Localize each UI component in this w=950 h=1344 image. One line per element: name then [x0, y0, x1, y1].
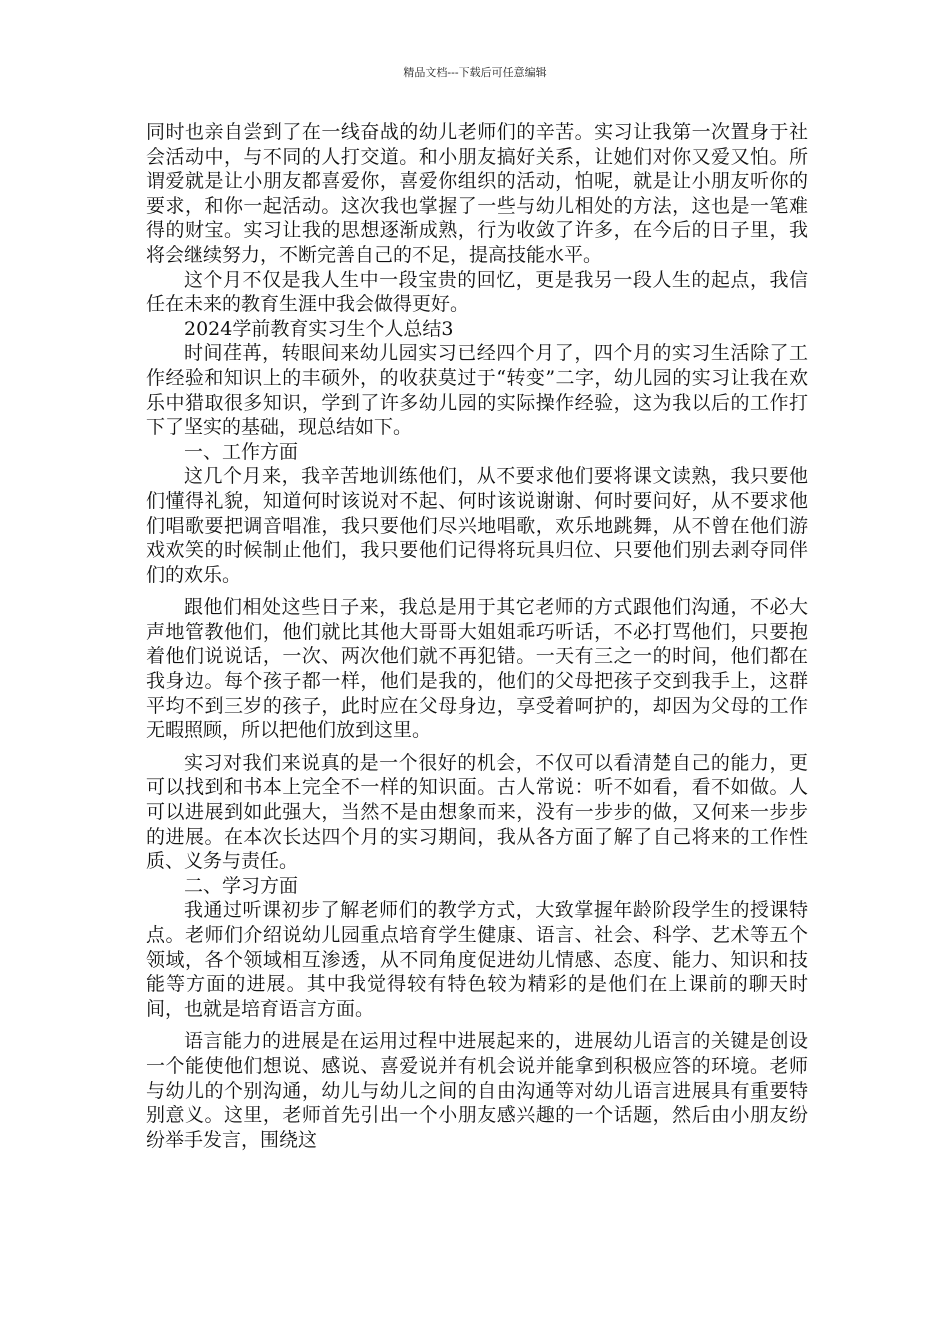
paragraph: 同时也亲自尝到了在一线奋战的幼儿老师们的辛苦。实习让我第一次置身于社会活动中，与不同的人打交道。和小朋友搞好关系，让她们对你又爱又怕。所谓爱就是让小朋友都喜爱你，喜爱你组织的活动，怕呢，就是让小朋友听你的要求，和你一起活动。这次我也掌握了一些与幼儿相处的方法，这也是一笔难得的财宝。实习让我的思想逐渐成熟，行为收敛了许多，在今后的日子里，我将会继续努力，不断完善自己的不足，提高技能水平。: [146, 121, 808, 266]
paragraph: 我通过听课初步了解老师们的教学方式，大致掌握年龄阶段学生的授课特点。老师们介绍说幼儿园重点培育学生健康、语言、社会、科学、艺术等五个领域，各个领域相互渗透，从不同角度促进幼儿情感、态度、能力、知识和技能等方面的进展。其中我觉得较有特色较为精彩的是他们在上课前的聊天时间，也就是培育语言方面。: [146, 899, 808, 1020]
section-title: 2024学前教育实习生个人总结3: [184, 317, 454, 340]
document-body: [146, 120, 808, 1152]
paragraph: 这几个月来，我辛苦地训练他们，从不要求他们要将课文读熟，我只要他们懂得礼貌，知道何时该说对不起、何时该说谢谢、何时要问好，从不要求他们唱歌要把调音唱准，我只要他们尽兴地唱歌，欢乐地跳舞，从不曾在他们游戏欢笑的时候制止他们，我只要他们记得将玩具归位、只要他们别去剥夺同伴们的欢乐。: [146, 465, 808, 586]
paragraph: 时间荏苒，转眼间来幼儿园实习已经四个月了，四个月的实习生活除了工作经验和知识上的丰硕外，的收获莫过于“转变”二字，幼儿园的实习让我在欢乐中猎取很多知识，学到了许多幼儿园的实际操作经验，这为我以后的工作打下了坚实的基础，现总结如下。: [146, 342, 808, 439]
paragraph: 这个月不仅是我人生中一段宝贵的回忆，更是我另一段人生的起点，我信任在未来的教育生涯中我会做得更好。: [146, 268, 808, 316]
paragraph: 实习对我们来说真的是一个很好的机会，不仅可以看清楚自己的能力，更可以找到和书本上完全不一样的知识面。古人常说：听不如看，看不如做。人可以进展到如此强大，当然不是由想象而来，没有一步步的做，又何来一步步的进展。在本次长达四个月的实习期间，我从各方面了解了自己将来的工作性质、义务与责任。: [146, 751, 808, 873]
section-heading: 一、工作方面: [184, 440, 299, 463]
section-heading: 二、学习方面: [184, 874, 299, 897]
paragraph: 语言能力的进展是在运用过程中进展起来的，进展幼儿语言的关键是创设一个能使他们想说、感说、喜爱说并有机会说并能拿到积极应答的环境。老师与幼儿的个别沟通，幼儿与幼儿之间的自由沟通等对幼儿语言进展具有重要特别意义。这里，老师首先引出一个小朋友感兴趣的一个话题，然后由小朋友纷纷举手发言，围绕这: [146, 1030, 808, 1151]
page-header: 精品文档---下载后可任意编辑: [403, 66, 547, 79]
paragraph: 跟他们相处这些日子来，我总是用于其它老师的方式跟他们沟通，不必大声地管教他们，他们就比其他大哥哥大姐姐乖巧听话，不必打骂他们，只要抱着他们说说话，一次、两次他们就不再犯错。一天有三之一的时间，他们都在我身边。每个孩子都一样，他们是我的，他们的父母把孩子交到我手上，这群平均不到三岁的孩子，此时应在父母身边，享受着呵护的，却因为父母的工作无暇照顾，所以把他们放到这里。: [146, 596, 808, 742]
